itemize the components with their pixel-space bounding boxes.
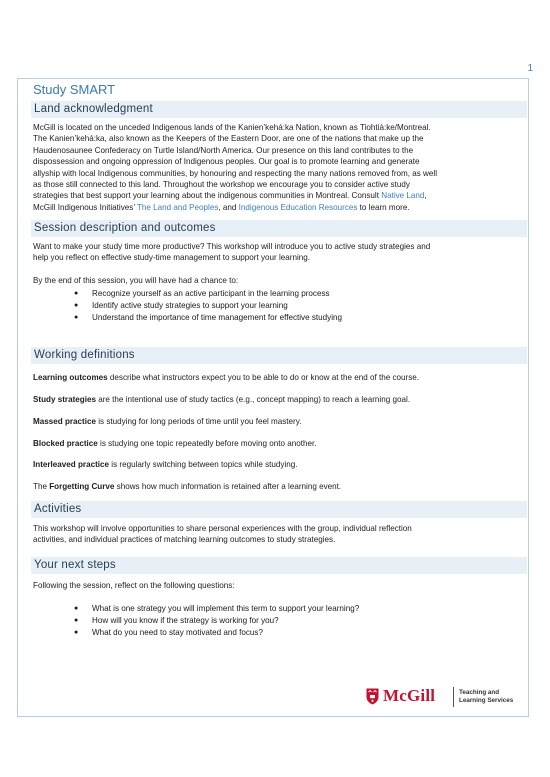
section-heading-session: Session description and outcomes xyxy=(31,220,527,237)
land-line: dispossession and ongoing oppression of Indigenous peoples. Our goal is to promote learning and generate xyxy=(33,157,420,167)
session-lead: By the end of this session, you will have had a chance to: xyxy=(33,276,239,285)
land-acknowledgment-text xyxy=(33,122,523,213)
list-item-text: What is one strategy you will implement this term to support your learning? xyxy=(92,604,360,613)
list-item-text: How will you know if the strategy is working for you? xyxy=(92,616,279,625)
session-intro xyxy=(33,241,523,264)
page-number: 1 xyxy=(527,63,533,74)
definition-text: are the intentional use of study tactics (e.g., concept mapping) to reach a learning goal. xyxy=(95,395,411,404)
definition-prefix: The xyxy=(33,482,50,491)
land-line: as those still connected to this land. Throughout the workshop we encourage you to consider active study xyxy=(33,180,410,190)
unit-name-line: Learning Services xyxy=(459,696,514,704)
land-and-peoples-link[interactable]: The Land and Peoples xyxy=(136,202,219,212)
document-title: Study SMART xyxy=(33,82,116,97)
land-line xyxy=(33,202,523,213)
definition-item xyxy=(33,459,523,470)
land-last-prefix: McGill Indigenous Initiatives’ xyxy=(33,202,137,212)
land-line: allyship with local Indigenous communities, by honouring and respecting the many nations removed from, as well xyxy=(33,168,437,178)
activities-line: activities, and individual practices of matching learning outcomes to study strategies. xyxy=(33,535,336,545)
next-steps-lead: Following the session, reflect on the following questions: xyxy=(33,581,235,590)
activities-line: This workshop will involve opportunities to share personal experiences with the group, individual reflection xyxy=(33,524,412,533)
indigenous-education-resources-link[interactable]: Indigenous Education Resources xyxy=(238,202,358,212)
list-item-text: What do you need to stay motivated and focus? xyxy=(92,628,263,637)
definition-text: is regularly switching between topics while studying. xyxy=(109,460,298,469)
definition-item xyxy=(33,372,523,383)
bullet-icon: ● xyxy=(74,290,79,297)
definition-item xyxy=(33,394,523,405)
definition-item xyxy=(33,416,523,427)
bullet-icon: ● xyxy=(74,605,79,612)
definition-term: Learning outcomes xyxy=(33,373,108,382)
land-line: strategies that best support your learning about the indigenous communities in Montreal. Consult Native Land, xyxy=(33,191,427,201)
unit-name-line: Teaching and xyxy=(459,689,500,696)
definition-text: describe what instructors expect you to be able to do or know at the end of the course. xyxy=(107,373,419,382)
brand-name: McGill xyxy=(383,686,436,705)
activities-text xyxy=(33,523,523,546)
list-item-text: Identify active study strategies to support your learning xyxy=(92,301,288,310)
land-line-text: strategies that best support your learning about the indigenous communities in Montreal. Consult xyxy=(33,191,379,201)
land-line: The Kanien’kehá:ka, also known as the Keepers of the Eastern Door, are one of the nations that make up the xyxy=(33,134,424,144)
land-line: McGill is located on the unceded Indigenous lands of the Kanien’kehá:ka Nation, known as Tiohtià:ke/Montreal. xyxy=(33,123,431,132)
logo-divider xyxy=(453,687,454,707)
session-intro-line: help you reflect on effective study-time management to support your learning. xyxy=(33,253,310,263)
land-last-and: , and xyxy=(218,202,239,212)
bullet-icon: ● xyxy=(74,617,79,624)
section-heading-next-steps: Your next steps xyxy=(31,557,527,574)
definition-term: Massed practice xyxy=(33,417,96,426)
definition-term: Forgetting Curve xyxy=(49,482,115,491)
land-last-suffix: to learn more. xyxy=(357,202,410,212)
definition-text: is studying for long periods of time until you feel mastery. xyxy=(95,417,302,426)
land-line: Haudenosaunee Confederacy on Turtle Island/North America. Our presence on this land contributes to the xyxy=(33,145,414,155)
list-item-text: Understand the importance of time management for effective studying xyxy=(92,313,342,322)
definition-term: Study strategies xyxy=(33,395,96,404)
session-intro-line: Want to make your study time more productive? This workshop will introduce you to active study strategies and xyxy=(33,242,431,251)
definition-text: shows how much information is retained after a learning event. xyxy=(114,482,342,491)
definition-term: Blocked practice xyxy=(33,439,98,448)
definition-item xyxy=(33,481,523,492)
bullet-icon: ● xyxy=(74,314,79,321)
list-item-text: Recognize yourself as an active participant in the learning process xyxy=(92,289,330,298)
definition-text: is studying one topic repeatedly before moving onto another. xyxy=(97,439,317,448)
unit-name xyxy=(459,689,513,704)
definition-term: Interleaved practice xyxy=(33,460,110,469)
definition-item xyxy=(33,438,523,449)
section-heading-activities: Activities xyxy=(31,501,527,518)
bullet-icon: ● xyxy=(74,629,79,636)
crest-icon xyxy=(366,688,379,705)
mcgill-logo xyxy=(366,686,526,716)
section-heading-land: Land acknowledgment xyxy=(31,101,527,118)
section-heading-definitions: Working definitions xyxy=(31,347,527,364)
bullet-icon: ● xyxy=(74,302,79,309)
native-land-link[interactable]: Native Land xyxy=(381,191,425,201)
